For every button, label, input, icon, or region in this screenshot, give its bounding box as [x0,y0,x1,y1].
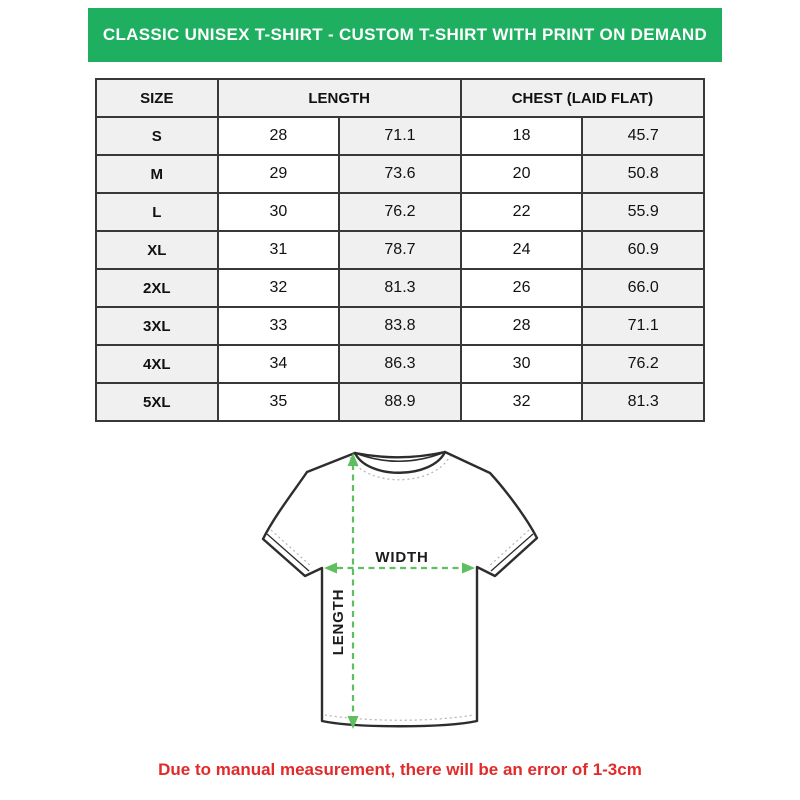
length-cm-cell: 88.9 [339,383,461,421]
length-cm-cell: 76.2 [339,193,461,231]
table-row [96,383,704,421]
title-banner [88,8,722,62]
length-in-cell: 29 [218,155,340,193]
length-cm-cell: 71.1 [339,117,461,155]
table-row [96,269,704,307]
length-cm-cell: 81.3 [339,269,461,307]
length-in-cell: 31 [218,231,340,269]
chest-cm-cell: 76.2 [582,345,704,383]
measurement-error-note: Due to manual measurement, there will be an error of 1-3cm [158,760,642,779]
length-cm-cell: 73.6 [339,155,461,193]
size-cell: L [96,193,218,231]
col-header-size: SIZE [96,79,218,117]
length-cm-cell: 86.3 [339,345,461,383]
size-chart-table [95,78,705,422]
length-in-cell: 28 [218,117,340,155]
table-row [96,345,704,383]
chest-in-cell: 22 [461,193,583,231]
tshirt-outline-icon [263,452,537,726]
chest-in-cell: 32 [461,383,583,421]
size-cell: 2XL [96,269,218,307]
chest-in-cell: 24 [461,231,583,269]
table-row [96,155,704,193]
table-row [96,307,704,345]
length-label: LENGTH [330,588,347,656]
chest-cm-cell: 45.7 [582,117,704,155]
col-header-chest: CHEST (LAID FLAT) [461,79,704,117]
table-row [96,117,704,155]
length-in-cell: 32 [218,269,340,307]
table-header-row [96,79,704,117]
chest-cm-cell: 66.0 [582,269,704,307]
page-title: CLASSIC UNISEX T-SHIRT - CUSTOM T-SHIRT WITH PRINT ON DEMAND [102,25,708,44]
col-header-length: LENGTH [218,79,461,117]
tshirt-diagram [240,440,560,760]
chest-cm-cell: 60.9 [582,231,704,269]
width-label: WIDTH [375,549,429,566]
length-cm-cell: 78.7 [339,231,461,269]
chest-in-cell: 30 [461,345,583,383]
size-cell: 4XL [96,345,218,383]
chest-in-cell: 18 [461,117,583,155]
table-row [96,231,704,269]
chest-in-cell: 26 [461,269,583,307]
table-row [96,193,704,231]
length-cm-cell: 83.8 [339,307,461,345]
size-cell: 3XL [96,307,218,345]
length-in-cell: 33 [218,307,340,345]
chest-in-cell: 28 [461,307,583,345]
chest-in-cell: 20 [461,155,583,193]
size-cell: M [96,155,218,193]
size-cell: 5XL [96,383,218,421]
chest-cm-cell: 71.1 [582,307,704,345]
length-in-cell: 30 [218,193,340,231]
size-cell: XL [96,231,218,269]
length-in-cell: 34 [218,345,340,383]
chest-cm-cell: 50.8 [582,155,704,193]
chest-cm-cell: 81.3 [582,383,704,421]
chest-cm-cell: 55.9 [582,193,704,231]
length-in-cell: 35 [218,383,340,421]
size-cell: S [96,117,218,155]
